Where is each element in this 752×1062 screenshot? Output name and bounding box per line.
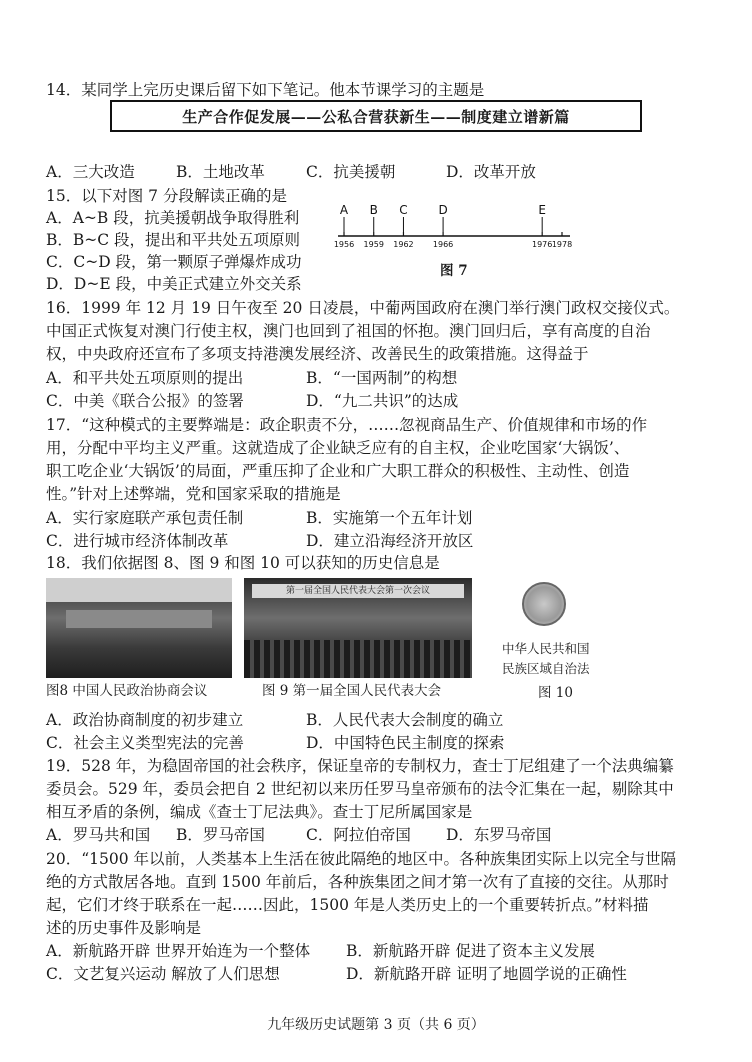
q15-stem: 15．以下对图 7 分段解读正确的是	[46, 187, 287, 205]
q16-option-d: D．“九二共识”的达成	[306, 392, 459, 410]
q17-option-b: B．实施第一个五年计划	[306, 509, 473, 527]
q16-line-3: 权，中央政府还宣布了多项支持港澳发展经济、改善民生的政策措施。这得益于	[46, 345, 589, 363]
timeline-tick-label: 1976	[532, 240, 553, 249]
q17-line-3: 职工吃企业‘大锅饭’的局面，严重压抑了企业和广大职工群众的积极性、主动性、创造	[46, 462, 630, 480]
q15-option-a: A．A~B 段，抗美援朝战争取得胜利	[46, 209, 300, 227]
q14-note-box	[110, 100, 642, 132]
q14-option-d: D．改革开放	[446, 163, 536, 181]
timeline-tick-label: 1966	[432, 240, 454, 249]
timeline-point-label: E	[538, 203, 546, 217]
timeline-tick-label: 1956	[333, 240, 355, 249]
q17-line-1: 17．“这种模式的主要弊端是：政企职责不分，……忽视商品生产、价值规律和市场的作	[46, 416, 648, 434]
timeline-tick-label: 1978	[551, 240, 573, 249]
figure-10-title-line-1: 中华人民共和国	[502, 641, 590, 656]
q17-option-d: D．建立沿海经济开放区	[306, 532, 474, 550]
figure-8-caption: 图8 中国人民政治协商会议	[46, 683, 208, 699]
figure-9-crowd	[244, 640, 472, 678]
q20-line-1: 20．“1500 年以前，人类基本上生活在彼此隔绝的地区中。各种族集团实际上以完全与世隔	[46, 850, 677, 868]
timeline-tick-label: 1962	[393, 240, 414, 249]
q14-option-a: A．三大改造	[46, 163, 135, 181]
q19-option-c: C．阿拉伯帝国	[306, 826, 411, 844]
q16-option-a: A．和平共处五项原则的提出	[46, 369, 244, 387]
q20-option-c: C．文艺复兴运动 解放了人们思想	[46, 965, 280, 983]
q16-line-1: 16．1999 年 12 月 19 日午夜至 20 日凌晨，中葡两国政府在澳门举行澳门政权交接仪式。	[46, 299, 680, 317]
figure-9-photo	[244, 578, 472, 678]
q15-option-c: C．C~D 段，第一颗原子弹爆炸成功	[46, 253, 302, 271]
q19-line-2: 委员会。529 年，委员会把自 2 世纪初以来历任罗马皇帝颁布的法令汇集在一起，剔除其中	[46, 780, 674, 798]
figure-7-caption: 图 7	[440, 263, 468, 279]
national-emblem-icon	[522, 582, 566, 626]
page-footer: 九年级历史试题第 3 页（共 6 页）	[267, 1017, 485, 1033]
q19-line-1: 19．528 年，为稳固帝国的社会秩序，保证皇帝的专制权力，查士丁尼组建了一个法典编纂	[46, 757, 674, 775]
q19-option-b: B．罗马帝国	[176, 826, 265, 844]
q19-line-3: 相互矛盾的条例，编成《查士丁尼法典》。查士丁尼所属国家是	[46, 803, 473, 821]
q17-option-a: A．实行家庭联产承包责任制	[46, 509, 244, 527]
figure-9-banner: 第一届全国人民代表大会第一次会议	[252, 584, 464, 598]
q17-line-2: 用，分配中平均主义严重。这就造成了企业缺乏应有的自主权，企业吃国家‘大锅饭’、	[46, 439, 630, 457]
q20-option-d: D．新航路开辟 证明了地圆学说的正确性	[346, 965, 627, 983]
figure-7-timeline	[330, 200, 580, 260]
figure-10-title-line-2: 民族区域自治法	[502, 661, 590, 676]
q14-note-text: 生产合作促发展——公私合营获新生——制度建立谱新篇	[182, 107, 570, 126]
q20-option-b: B．新航路开辟 促进了资本主义发展	[346, 942, 595, 960]
figure-9-caption: 图 9 第一届全国人民代表大会	[262, 683, 442, 699]
q19-option-d: D．东罗马帝国	[446, 826, 552, 844]
q18-option-b: B．人民代表大会制度的确立	[306, 711, 504, 729]
q14-stem: 14．某同学上完历史课后留下如下笔记。他本节课学习的主题是	[46, 81, 485, 99]
q16-line-2: 中国正式恢复对澳门行使主权，澳门也回到了祖国的怀抱。澳门回归后，享有高度的自治	[46, 322, 651, 340]
timeline-point-label: A	[339, 203, 349, 217]
timeline-point-label: B	[369, 203, 378, 217]
q20-line-4: 述的历史事件及影响是	[46, 919, 202, 937]
figure-8-sky	[46, 578, 232, 602]
figure-8-stage	[66, 610, 212, 628]
timeline-point-label: C	[399, 203, 408, 217]
q16-option-b: B．“一国两制”的构想	[306, 369, 458, 387]
q17-line-4: 性。”针对上述弊端，党和国家采取的措施是	[46, 485, 341, 503]
q18-option-c: C．社会主义类型宪法的完善	[46, 734, 244, 752]
q15-option-b: B．B~C 段，提出和平共处五项原则	[46, 231, 301, 249]
q19-option-a: A．罗马共和国	[46, 826, 151, 844]
q17-option-c: C．进行城市经济体制改革	[46, 532, 229, 550]
q16-option-c: C．中美《联合公报》的签署	[46, 392, 244, 410]
figure-10-caption: 图 10	[538, 685, 573, 701]
q18-option-d: D．中国特色民主制度的探索	[306, 734, 505, 752]
timeline-point-label: D	[438, 203, 448, 217]
q18-stem: 18．我们依据图 8、图 9 和图 10 可以获知的历史信息是	[46, 554, 440, 572]
q14-option-b: B．土地改革	[176, 163, 265, 181]
q18-option-a: A．政治协商制度的初步建立	[46, 711, 244, 729]
q20-option-a: A．新航路开辟 世界开始连为一个整体	[46, 942, 311, 960]
figure-8-photo	[46, 578, 232, 678]
timeline-tick-label: 1959	[363, 240, 384, 249]
q15-option-d: D．D~E 段，中美正式建立外交关系	[46, 275, 302, 293]
q14-option-c: C．抗美援朝	[306, 163, 396, 181]
q20-line-3: 起，它们才终于联系在一起……因此，1500 年是人类历史上的一个重要转折点。”材料描	[46, 896, 649, 914]
q20-line-2: 绝的方式散居各地。直到 1500 年前后，各种族集团之间才第一次有了直接的交往。从那时	[46, 873, 669, 891]
